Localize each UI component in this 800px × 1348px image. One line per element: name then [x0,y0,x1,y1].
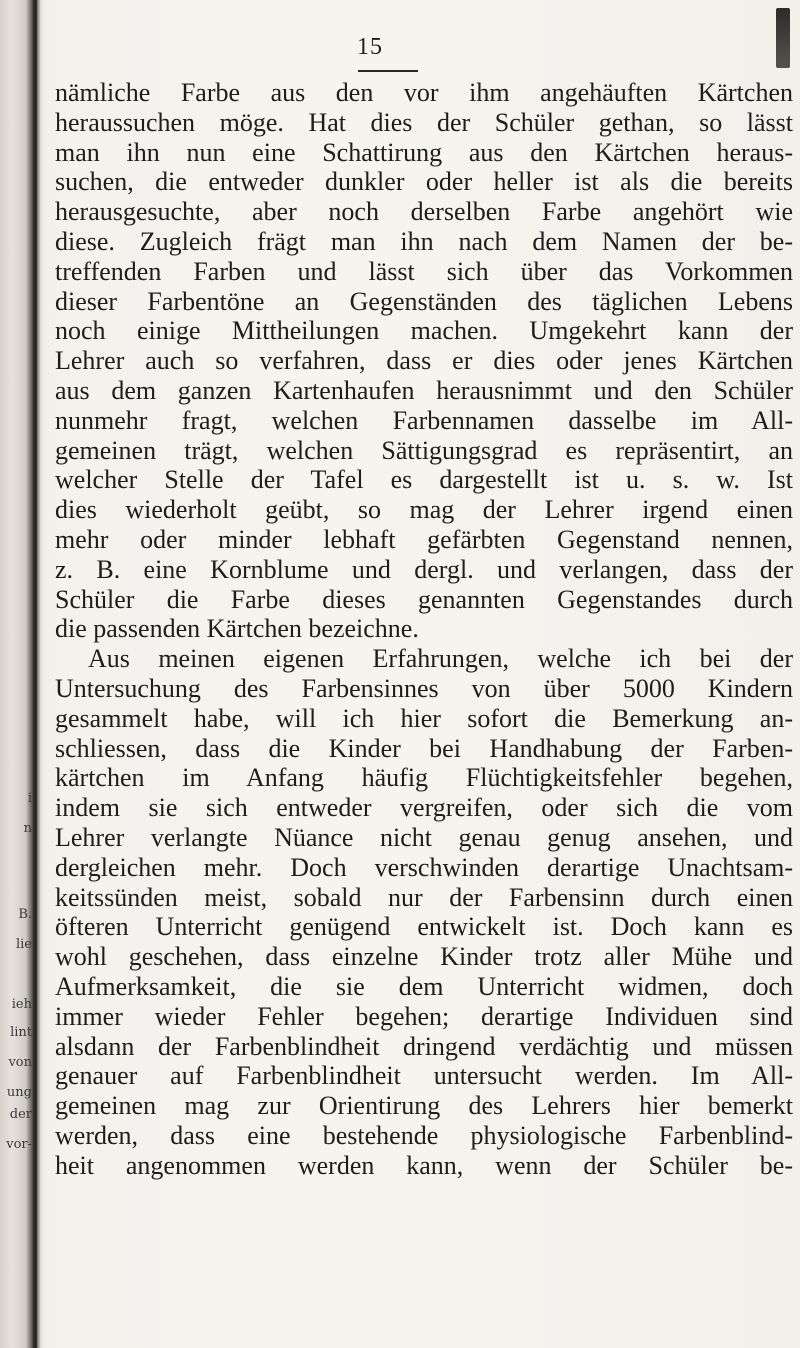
text-line: werden, dass eine bestehende physiologische Farbenblind- [55,1120,793,1150]
page-number: 15 [357,34,383,60]
text-line: keitssünden meist, sobald nur der Farbensinn durch einen [55,882,793,912]
gutter-fragment: n [23,822,32,836]
text-line: genauer auf Farbenblindheit untersucht werden. Im All- [55,1061,793,1091]
gutter-fragment: lie [15,938,32,952]
text-line: Lehrer auch so verfahren, dass er dies oder jenes Kärtchen [55,346,793,376]
body-text [55,78,793,1180]
gutter-fragment: lint [10,1026,32,1040]
text-line: aus dem ganzen Kartenhaufen herausnimmt und den Schüler [55,375,793,405]
text-line: Untersuchung des Farbensinnes von über 5000 Kindern [55,673,793,703]
text-line: suchen, die entweder dunkler oder heller ist als die bereits [55,167,793,197]
gutter-fragment: vor- [6,1138,32,1152]
page-number-rule [358,70,418,72]
gutter-fragment: ieh [11,998,32,1012]
text-line: mehr oder minder lebhaft gefärbten Gegenstand nennen, [55,524,793,554]
text-line: noch einige Mittheilungen machen. Umgekehrt kann der [55,316,793,346]
text-line: treffenden Farben und lässt sich über das Vorkommen [55,256,793,286]
text-line: gemeinen mag zur Orientirung des Lehrers hier bemerkt [55,1091,793,1121]
text-line: immer wieder Fehler begehen; derartige Individuen sind [55,1001,793,1031]
text-line: dies wiederholt geübt, so mag der Lehrer irgend einen [55,495,793,525]
text-line: Schüler die Farbe dieses genannten Gegenstandes durch [55,584,793,614]
text-line: heraussuchen möge. Hat dies der Schüler gethan, so lässt [55,107,793,137]
text-line: nunmehr fragt, welchen Farbennamen dasselbe im All- [55,405,793,435]
text-line: gesammelt habe, will ich hier sofort die Bemerkung an- [55,703,793,733]
text-line: gemeinen trägt, welchen Sättigungsgrad es repräsentirt, an [55,435,793,465]
text-line: schliessen, dass die Kinder bei Handhabung der Farben- [55,733,793,763]
text-line: diese. Zugleich frägt man ihn nach dem Namen der be- [55,226,793,256]
text-line: Lehrer verlangte Nüance nicht genau genug ansehen, und [55,822,793,852]
gutter-fragment: von [8,1056,32,1070]
text-line: man ihn nun eine Schattirung aus den Kärtchen heraus- [55,137,793,167]
corner-tab [776,8,790,68]
gutter-fragment: i [27,792,32,806]
text-line: nämliche Farbe aus den vor ihm angehäuften Kärtchen [55,78,793,107]
paragraph-start-line: Aus meinen eigenen Erfahrungen, welche ich bei der [88,644,793,674]
text-line: welcher Stelle der Tafel es dargestellt ist u. s. w. Ist [55,465,793,495]
text-line: dergleichen mehr. Doch verschwinden derartige Unachtsam- [55,852,793,882]
text-line: herausgesuchte, aber noch derselben Farbe angehört wie [55,197,793,227]
text-line: die passenden Kärtchen bezeichne. [55,614,419,644]
text-line: öfteren Unterricht genügend entwickelt ist. Doch kann es [55,912,793,942]
text-line: wohl geschehen, dass einzelne Kinder trotz aller Mühe und [55,942,793,972]
text-line: alsdann der Farbenblindheit dringend verdächtig und müssen [55,1031,793,1061]
text-line: kärtchen im Anfang häufig Flüchtigkeitsfehler begehen, [55,763,793,793]
text-line: z. B. eine Kornblume und dergl. und verlangen, dass der [55,554,793,584]
binding-shadow [33,0,37,1348]
text-line: dieser Farbentöne an Gegenständen des täglichen Lebens [55,286,793,316]
text-line: indem sie sich entweder vergreifen, oder sich die vom [55,793,793,823]
gutter-fragment: der [9,1108,32,1122]
text-line: heit angenommen werden kann, wenn der Schüler be- [55,1150,793,1180]
text-line: Aufmerksamkeit, die sie dem Unterricht widmen, doch [55,971,793,1001]
gutter-fragment: ung [6,1086,32,1100]
gutter-fragment: B. [18,908,32,922]
